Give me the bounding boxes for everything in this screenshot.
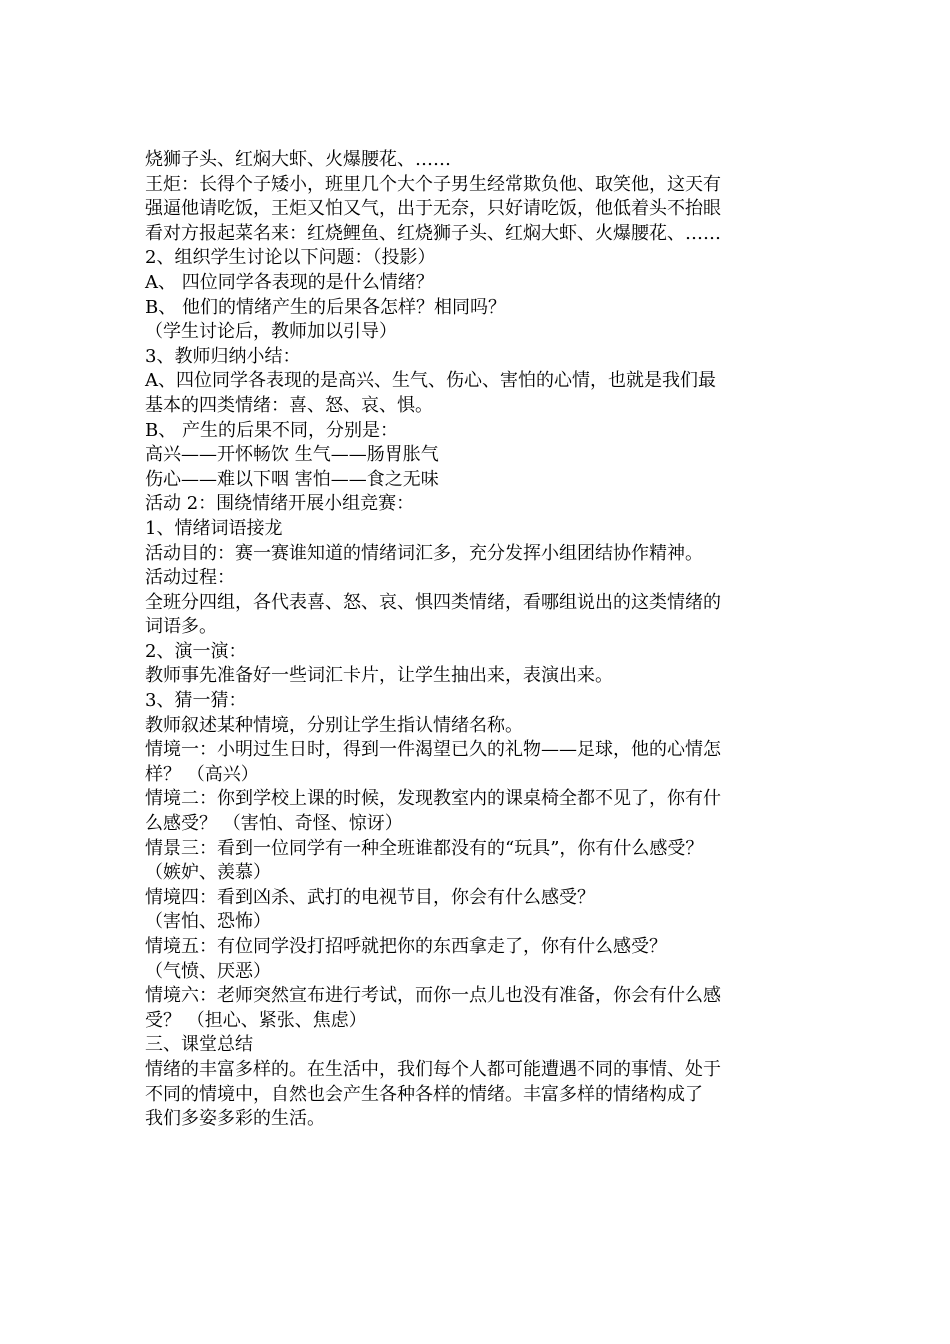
text-line: 全班分四组，各代表喜、怒、哀、惧四类情绪，看哪组说出的这类情绪的 — [145, 591, 721, 613]
text-line: 伤心——难以下咽 害怕——食之无味 — [145, 468, 439, 490]
text-line: 活动过程： — [145, 567, 235, 589]
text-line: 受？ （担心、紧张、焦虑） — [145, 1009, 367, 1031]
text-line: 高兴——开怀畅饮 生气——肠胃胀气 — [145, 444, 439, 466]
text-line: 教师事先准备好一些词汇卡片，让学生抽出来，表演出来。 — [145, 665, 613, 687]
text-line: 我们多姿多彩的生活。 — [145, 1108, 325, 1130]
text-line: 情境五：有位同学没打招呼就把你的东西拿走了，你有什么感受？ — [145, 936, 667, 957]
text-line: 不同的情境中，自然也会产生各种各样的情绪。丰富多样的情绪构成了 — [145, 1083, 703, 1105]
text-line: （嫉妒、羡慕） — [145, 862, 271, 884]
section-heading: 3、猜一猜： — [145, 690, 247, 712]
text-line: 词语多。 — [145, 616, 217, 638]
text-line: 情景三：看到一位同学有一种全班谁都没有的“玩具”，你有什么感受？ — [145, 837, 704, 859]
text-line: 情境六：老师突然宣布进行考试，而你一点儿也没有准备，你会有什么感 — [145, 985, 721, 1007]
text-line: 情境四：看到凶杀、武打的电视节目，你会有什么感受？ — [145, 886, 595, 908]
text-line: A、四位同学各表现的是高兴、生气、伤心、害怕的心情，也就是我们最 — [145, 370, 716, 392]
section-heading: 3、教师归纳小结： — [145, 345, 301, 367]
text-line: （学生讨论后，教师加以引导） — [145, 321, 397, 343]
text-line: （气愤、厌恶） — [145, 960, 271, 982]
text-line: A、 四位同学各表现的是什么情绪？ — [145, 271, 434, 293]
text-line: 强逼他请吃饭，王炬又怕又气，出于无奈，只好请吃饭，他低着头不抬眼 — [145, 198, 721, 220]
text-line: B、 他们的情绪产生的后果各怎样？相同吗？ — [145, 296, 506, 318]
text-line: 王炬：长得个子矮小，班里几个大个子男生经常欺负他、取笑他，这天有 — [145, 173, 721, 195]
text-line: 教师叙述某种情境，分别让学生指认情绪名称。 — [145, 714, 523, 736]
text-line: 基本的四类情绪：喜、怒、哀、惧。 — [145, 394, 433, 416]
text-line: 样？ （高兴） — [145, 763, 259, 785]
text-line: 情绪的丰富多样的。在生活中，我们每个人都可能遭遇不同的事情、处于 — [145, 1058, 721, 1080]
section-heading: 三、课堂总结 — [145, 1034, 253, 1056]
text-line: B、 产生的后果不同，分别是： — [145, 419, 398, 441]
text-line: 么感受？ （害怕、奇怪、惊讶） — [145, 813, 403, 835]
section-heading: 活动 2：围绕情绪开展小组竞赛： — [145, 493, 415, 515]
text-line: 情境二：你到学校上课的时候，发现教室内的课桌椅全都不见了，你有什 — [145, 788, 721, 810]
document-body — [145, 148, 810, 1132]
text-line: 情境一：小明过生日时，得到一件渴望已久的礼物——足球，他的心情怎 — [145, 739, 721, 761]
section-heading: 2、组织学生讨论以下问题：（投影） — [145, 247, 436, 269]
section-heading: 1、情绪词语接龙 — [145, 517, 283, 539]
text-line: （害怕、恐怖） — [145, 911, 271, 933]
section-heading: 2、演一演： — [145, 640, 247, 662]
text-line: 活动目的：赛一赛谁知道的情绪词汇多，充分发挥小组团结协作精神。 — [145, 542, 703, 564]
text-line: 烧狮子头、红焖大虾、火爆腰花、…… — [145, 149, 451, 170]
text-line: 看对方报起菜名来：红烧鲤鱼、红烧狮子头、红焖大虾、火爆腰花、…… — [145, 222, 721, 244]
